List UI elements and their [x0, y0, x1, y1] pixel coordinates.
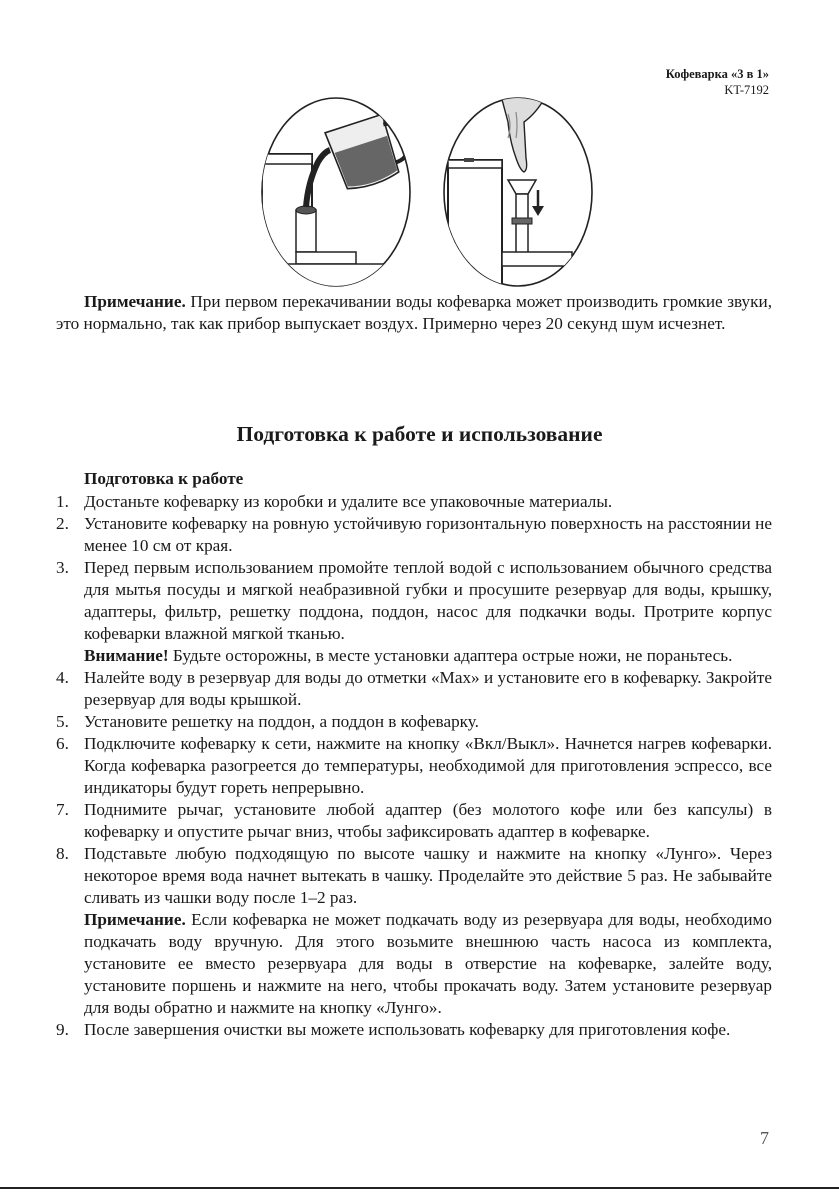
warning-text: Будьте осторожны, в месте установки адаптера острые ножи, не пораньтесь. [168, 646, 733, 665]
step-number: 9. [56, 1020, 69, 1039]
step-text: После завершения очистки вы можете использовать кофеварку для приготовления кофе. [84, 1020, 731, 1039]
list-item [56, 799, 772, 843]
pressing-pump-illustration [438, 92, 598, 292]
illustrations [258, 92, 598, 292]
list-item [56, 491, 772, 513]
step-text: Достаньте кофеварку из коробки и удалите все упаковочные материалы. [84, 492, 613, 511]
step-text: Подключите кофеварку к сети, нажмите на кнопку «Вкл/Выкл». Начнется нагрев кофеварки. Когда кофеварка разогреется до температуры, необходимой для приготовления эспрессо, все индикаторы будут гореть непрерывно. [84, 734, 772, 797]
step-number: 5. [56, 712, 69, 731]
warning-note [84, 645, 772, 667]
model-name: Кофеварка «3 в 1» [665, 67, 769, 81]
page-number: 7 [760, 1128, 769, 1148]
intro-note [56, 291, 772, 335]
list-item [56, 711, 772, 733]
step-number: 2. [56, 514, 69, 533]
list-item [56, 843, 772, 1019]
step-number: 3. [56, 558, 69, 577]
list-item [56, 557, 772, 667]
pouring-water-illustration [258, 92, 418, 292]
step-text: Установите кофеварку на ровную устойчивую горизонтальную поверхность на расстоянии не менее 10 см от края. [84, 514, 772, 555]
step-number: 1. [56, 492, 69, 511]
step-text: Установите решетку на поддон, а поддон в кофеварку. [84, 712, 479, 731]
list-item [56, 667, 772, 711]
step-note-label: Примечание. [84, 910, 186, 929]
note-label: Примечание. [84, 292, 186, 311]
step-number: 6. [56, 734, 69, 753]
subsection-title: Подготовка к работе [84, 469, 244, 488]
step-number: 4. [56, 668, 69, 687]
section-title: Подготовка к работе и использование [236, 422, 603, 446]
step-note-text: Если кофеварка не может подкачать воду из резервуара для воды, необходимо подкачать воду вручную. Для этого возьмите внешнюю часть насоса из комплекта, установите ее вместо резервуара для воды в отверстие на кофеварке, залейте воду, установите поршень и нажмите на него, чтобы прокачать воду. Затем установите резервуар для воды обратно и нажмите на кнопку «Лунго». [84, 910, 772, 1017]
step-number: 7. [56, 800, 69, 819]
step-number: 8. [56, 844, 69, 863]
step-text: Поднимите рычаг, установите любой адаптер (без молотого кофе или без капсулы) в кофеварку и опустите рычаг вниз, чтобы зафиксировать адаптер в кофеварке. [84, 800, 772, 841]
bottom-divider [0, 1187, 839, 1189]
note-text: При первом перекачивании воды кофеварка может производить громкие звуки, это нормально, так как прибор выпускает воздух. Примерно через 20 секунд шум исчезнет. [56, 292, 772, 333]
list-item [56, 1019, 772, 1041]
steps-list [56, 491, 772, 1041]
model-code: KT-7192 [724, 83, 769, 97]
step-text: Подставьте любую подходящую по высоте чашку и нажмите на кнопку «Лунго». Через некоторое время вода начнет вытекать в чашку. Проделайте это действие 5 раз. Не забывайте сливать из чашки воду после 1–2 раз. [84, 844, 772, 907]
list-item [56, 513, 772, 557]
step-text: Перед первым использованием промойте теплой водой с использованием обычного средства для мытья посуды и мягкой неабразивной губки и просушите резервуар для воды, крышку, адаптеры, фильтр, решетку поддона, поддон, насос для подкачки воды. Протрите корпус кофеварки влажной мягкой тканью. [84, 558, 772, 643]
warning-label: Внимание! [84, 646, 169, 665]
list-item [56, 733, 772, 799]
step-note [84, 909, 772, 1019]
step-text: Налейте воду в резервуар для воды до отметки «Max» и установите его в кофеварку. Закройте резервуар для воды крышкой. [84, 668, 772, 709]
page-header [666, 66, 769, 98]
